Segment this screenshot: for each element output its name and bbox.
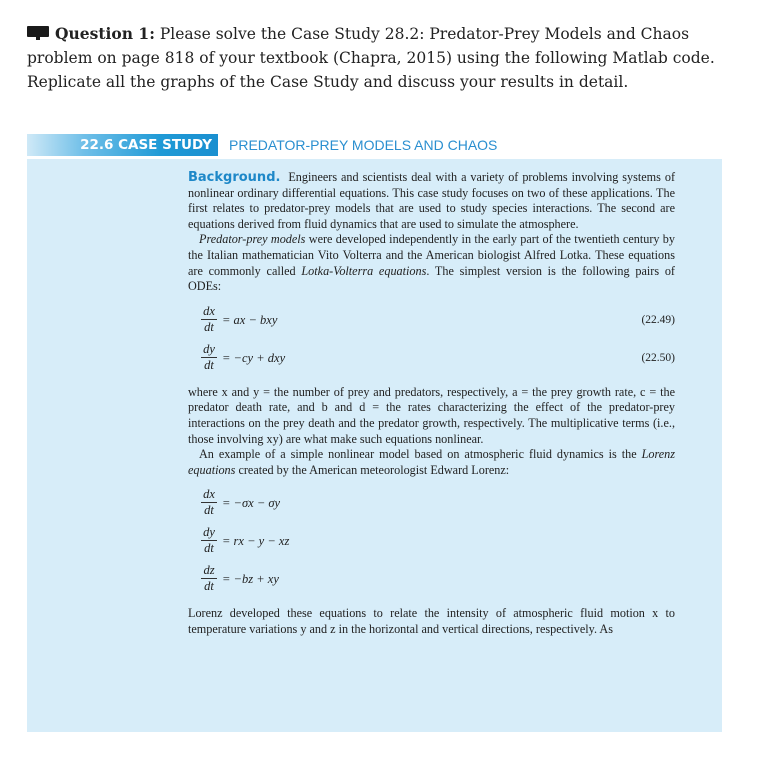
lorenz-description-paragraph: Lorenz developed these equations to relate the intensity of atmospheric fluid motion x to temperature variations y and z in the horizontal and vertical directions, respectively. As [188, 606, 675, 636]
textbook-content [188, 170, 675, 638]
lorenz-equation-z: dz dt = −bz + xy [188, 562, 675, 600]
lorenz-intro-paragraph: An example of a simple nonlinear model based on atmospheric fluid dynamics is the Lorenz equations created by the American meteorologist Edward Lorenz: [188, 447, 675, 477]
section-header [27, 129, 722, 159]
background-paragraph: Background. Engineers and scientists deal with a variety of problems involving systems of nonlinear ordinary differential equations. This case study focuses on two of these applications. The first relates to predator-prey models that are used to study species interactions. The second are equations derived from fluid dynamics that are used to simulate the atmosphere. [188, 170, 675, 231]
computer-monitor-icon [27, 26, 49, 40]
equation-number: (22.49) [641, 313, 675, 326]
question-lead: Question 1: [55, 24, 155, 43]
case-study-title: PREDATOR-PREY MODELS AND CHAOS [229, 137, 498, 153]
case-study-label: 22.6 CASE STUDY [27, 134, 218, 156]
textbook-page [27, 129, 722, 732]
question-text [27, 22, 727, 94]
background-heading: Background. [188, 170, 281, 185]
predator-prey-paragraph: Predator-prey models were developed independently in the early part of the twentieth century by the Italian mathematician Vito Volterra and the American biologist Alfred Lotka. These equations are commonly called Lotka-Volterra equations. The simplest version is the following pairs of ODEs: [188, 232, 675, 294]
equation-22-50: dy dt = −cy + dxy (22.50) [188, 341, 675, 379]
equation-number: (22.50) [641, 351, 675, 364]
variables-paragraph: where x and y = the number of prey and predators, respectively, a = the prey growth rate, c = the predator death rate, and b and d = the rates characterizing the effect of the predator-prey interactions on the prey death and the predator growth, respectively. The multiplicative terms (i.e., those involving xy) are what make such equations nonlinear. [188, 384, 675, 446]
lorenz-equation-y: dy dt = rx − y − xz [188, 524, 675, 562]
lorenz-equation-x: dx dt = −σx − σy [188, 486, 675, 524]
equation-22-49: dx dt = ax − bxy (22.49) [188, 303, 675, 341]
question-body: Please solve the Case Study 28.2: Predator-Prey Models and Chaos problem on page 818 of your textbook (Chapra, 2015) using the following Matlab code. Replicate all the graphs of the Case Study and discuss your results in detail. [27, 25, 715, 91]
